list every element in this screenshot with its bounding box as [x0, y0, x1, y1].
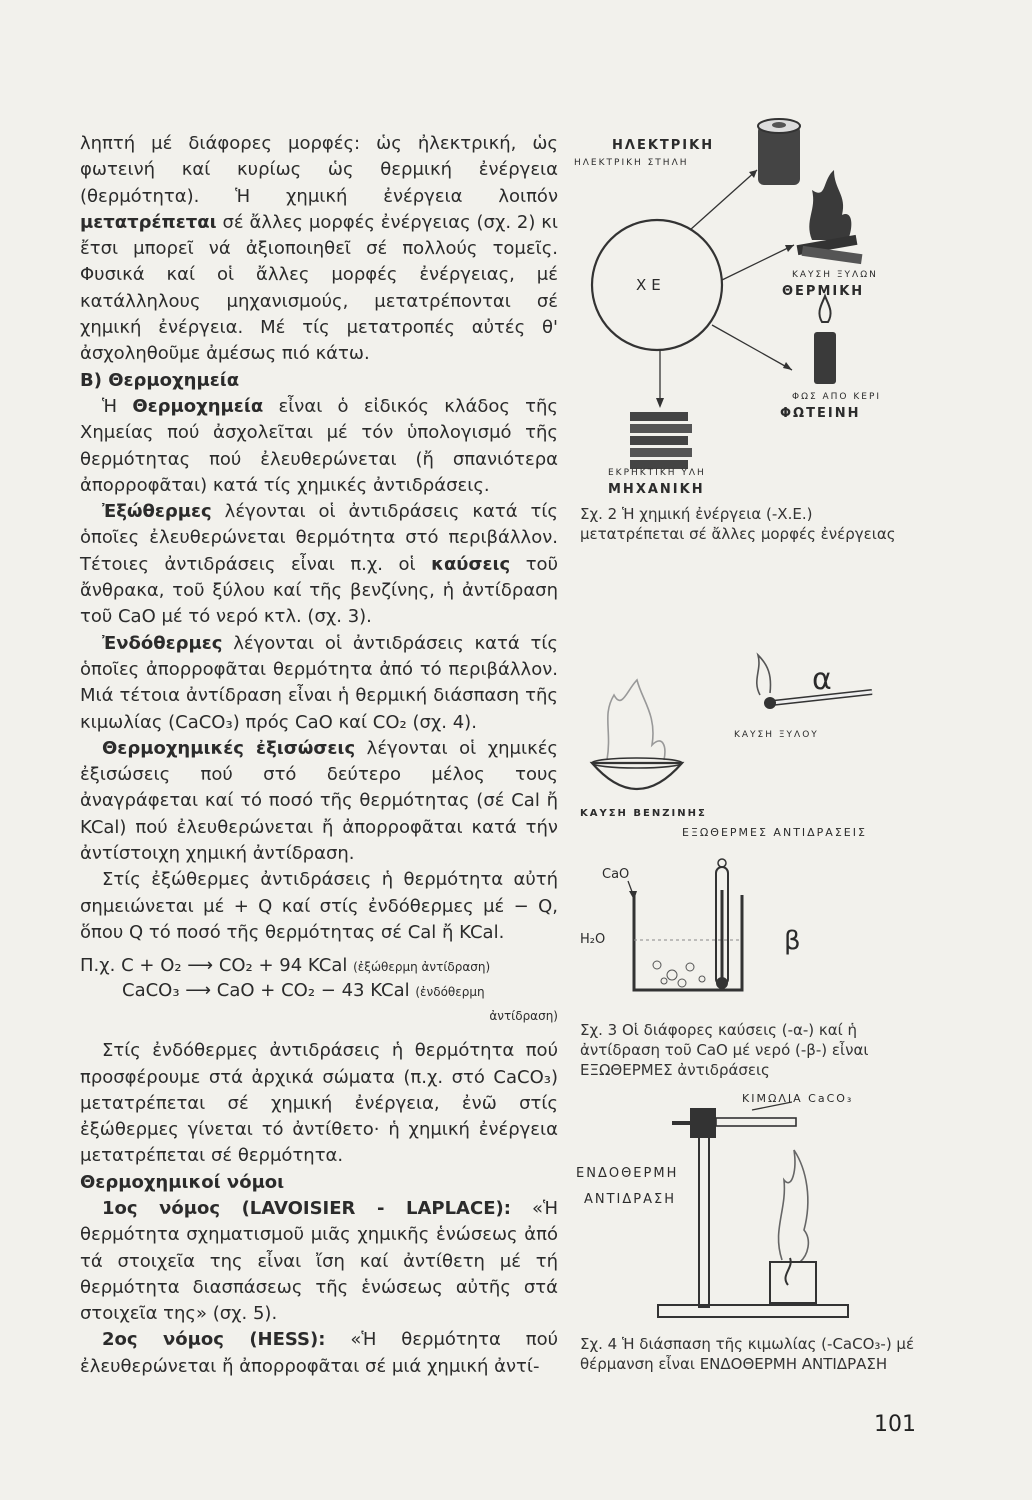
- retort-stand-icon: [658, 1102, 848, 1317]
- label-explosive: ΕΚΡΗΚΤΙΚΗ ΥΛΗ: [608, 468, 706, 478]
- label-light: ΦΩΤΕΙΝΗ: [780, 406, 861, 421]
- arrow-to-wood: [722, 245, 794, 280]
- beaker-icon: [628, 881, 742, 990]
- label-thermal: ΘΕΡΜΙΚΗ: [782, 284, 865, 299]
- burning-wood-icon: [797, 170, 863, 264]
- section-heading-laws: Θερμοχημικοί νόμοι: [80, 1171, 285, 1193]
- arrowhead: [783, 362, 792, 370]
- arrow-to-battery: [690, 170, 757, 230]
- figure-2-caption: Σχ. 2 Ἡ χημική ἐνέργεια (-Χ.Ε.) μετατρέπεται σέ ἄλλες μορφές ἐνέργειας: [580, 505, 896, 543]
- equation-1: Π.χ. C + O₂ ⟶ CO₂ + 94 KCal (ἐξώθερμη ἀντίδραση): [80, 955, 491, 977]
- petrol-bowl-icon: [592, 680, 682, 789]
- label-cao: CaO: [602, 867, 630, 882]
- paragraph-intro: ληπτή μέ διάφορες μορφές: ὡς ἠλεκτρική, ὡς φωτεινή καί κυρίως ὡς θερμική ἐνέργεια (θερμότητα). Ἡ χημική ἐνέργεια λοιπόν μετατρέπεται σέ ἄλλες μορφές ἐνέργειας (σχ. 2) κι ἔτσι μπορεῖ νά ἀξιοποιηθεῖ σέ πολλούς τομεῖς. Φυσικά καί οἱ ἄλλες μορφές ἐνέργειας, μέ κατάλληλους μηχανισμούς, μετατρέπονται σέ χημική ἐνέργεια. Μέ τίς μετατροπές αὐτές θ' ἀσχοληθοῦμε ἀμέσως πιό κάτω.: [80, 133, 558, 365]
- paragraph-law-1: 1ος νόμος (LAVOISIER - LAPLACE): «Ἡ θερμότητα σχηματισμοῦ μιᾶς χημικῆς ἑνώσεως ἀπό τά στοιχεῖα της εἶναι ἴση καί ἀντίθετη μέ τή θερμότητα διασπάσεως τῆς ἑνώσεως αὐτῆς στά στοιχεῖα της» (σχ. 5).: [80, 1197, 558, 1325]
- figure-3-caption: Σχ. 3 Οἱ διάφορες καύσεις (-α-) καί ἡ ἀντίδραση τοῦ CaO μέ νερό (-β-) εἶναι ΕΞΩΘΕΡΜΕΣ ἀντιδράσεις: [580, 1021, 869, 1079]
- paragraph-exothermic: Ἐξώθερμες λέγονται οἱ ἀντιδράσεις κατά τίς ὁποῖες ἐλευθερώνεται θερμότητα στό περιβάλλον. Τέτοιες ἀντιδράσεις εἶναι π.χ. οἱ καύσεις τοῦ ἄνθρακα, τοῦ ξύλου καί τῆς βενζίνης, ἡ ἀντίδραση τοῦ CaO μέ τό νερό κτλ. (σχ. 3).: [80, 501, 558, 628]
- label-wood-burning: ΚΑΥΣΗ ΞΥΛΩΝ: [792, 270, 878, 280]
- figure-column: [572, 100, 952, 1430]
- label-electric: ΗΛΕΚΤΡΙΚΗ: [612, 138, 715, 153]
- paragraph-energy-conversion: Στίς ἐνδόθερμες ἀντιδράσεις ἡ θερμότητα πού προσφέρουμε στά ἀρχικά σώματα (π.χ. στό CaCO₃) μετατρέπεται σέ χημική ἐνέργεια, ἐνῶ στίς ἐξώθερμες γίνεται τό ἀντίθετο· ἡ χημική ἐνέργεια μετατρέπεται σέ θερμότητα.: [80, 1040, 558, 1167]
- paragraph-heat-sign: Στίς ἐξώθερμες ἀντιδράσεις ἡ θερμότητα αὐτή σημειώνεται μέ + Q καί στίς ἐνδόθερμες μέ − Q, ὅπου Q τό ποσό τῆς θερμότητας σέ Cal ἤ KCal.: [80, 869, 558, 943]
- thermometer-icon: [716, 859, 728, 989]
- equation-2-note: ἀντίδραση): [489, 1009, 558, 1024]
- paragraph-law-2: 2ος νόμος (HESS): «Ἡ θερμότητα πού ἐλευθερώνεται ἤ ἀπορροφᾶται σέ μιά χημική ἀντί-: [80, 1329, 558, 1377]
- label-candle-light: ΦΩΣ ΑΠΟ ΚΕΡΙ: [792, 392, 882, 402]
- label-mechanical: ΜΗΧΑΝΙΚΗ: [608, 482, 705, 497]
- equations-block: [80, 954, 558, 1028]
- label-alpha: α: [812, 662, 832, 697]
- label-chemical-energy: ΧΕ: [636, 276, 666, 294]
- label-chalk: ΚΙΜΩΛΙΑ CaCO₃: [742, 1092, 854, 1105]
- explosive-icon: [630, 412, 692, 469]
- burner-flame-icon: [770, 1150, 816, 1303]
- page-number: 101: [874, 1412, 916, 1437]
- battery-icon: [758, 119, 800, 185]
- paragraph-thermochemical-equations: Θερμοχημικές ἐξισώσεις λέγονται οἱ χημικές ἐξισώσεις πού στό δεύτερο μέλος τους ἀναγράφεται καί τό ποσό τῆς θερμότητας (σέ Cal ἤ KCal) πού ἐλευθερώνεται ἤ ἀπορροφᾶται κατά τήν ἀντίστοιχη χημική ἀντίδραση.: [80, 737, 558, 865]
- label-beta: β: [784, 926, 801, 956]
- candle-icon: [814, 296, 836, 384]
- label-endothermic: ΕΝΔΟΘΕΡΜΗ: [576, 1166, 679, 1181]
- figure-4-caption: Σχ. 4 Ἡ διάσπαση τῆς κιμωλίας (-CaCO₃-) μέ θέρμανση εἶναι ΕΝΔΟΘΕΡΜΗ ΑΝΤΙΔΡΑΣΗ: [580, 1335, 915, 1373]
- paragraph-thermochemistry: Ἡ Θερμοχημεία εἶναι ὁ εἰδικός κλάδος τῆς Χημείας πού ἀσχολεῖται μέ τόν ὑπολογισμό τῆς θερμότητας πού ἐλευθερώνεται (ἤ σπανιότερα ἀπορροφᾶται) κατά τίς χημικές ἀντιδράσεις.: [80, 395, 558, 496]
- label-battery: ΗΛΕΚΤΡΙΚΗ ΣΤΗΛΗ: [574, 158, 689, 168]
- label-match: ΚΑΥΣΗ ΞΥΛΟΥ: [734, 730, 819, 740]
- equation-2: CaCO₃ ⟶ CaO + CO₂ − 43 KCal (ἐνδόθερμη: [122, 980, 485, 1002]
- paragraph-endothermic: Ἐνδόθερμες λέγονται οἱ ἀντιδράσεις κατά τίς ὁποῖες ἀπορροφᾶται θερμότητα ἀπό τό περιβάλλον. Μιά τέτοια ἀντίδραση εἶναι ἡ θερμική διάσπαση τῆς κιμωλίας (CaCO₃) πρός CaO καί CO₂ (σχ. 4).: [80, 632, 558, 733]
- label-petrol: ΚΑΥΣΗ ΒΕΝΖΙΝΗΣ: [580, 808, 707, 819]
- arrow-to-candle: [712, 325, 792, 370]
- arrowhead: [656, 398, 664, 408]
- label-reaction: ΑΝΤΙΔΡΑΣΗ: [584, 1192, 677, 1207]
- figure-3-drawing: [572, 645, 952, 1065]
- main-text-column: [80, 131, 558, 1380]
- label-water: H₂O: [580, 932, 606, 947]
- section-heading-thermochemistry: Β) Θερμοχημεία: [80, 369, 240, 391]
- label-exothermic: ΕΞΩΘΕΡΜΕΣ ΑΝΤΙΔΡΑΣΕΙΣ: [682, 826, 867, 839]
- figure-4-drawing: [572, 1090, 952, 1330]
